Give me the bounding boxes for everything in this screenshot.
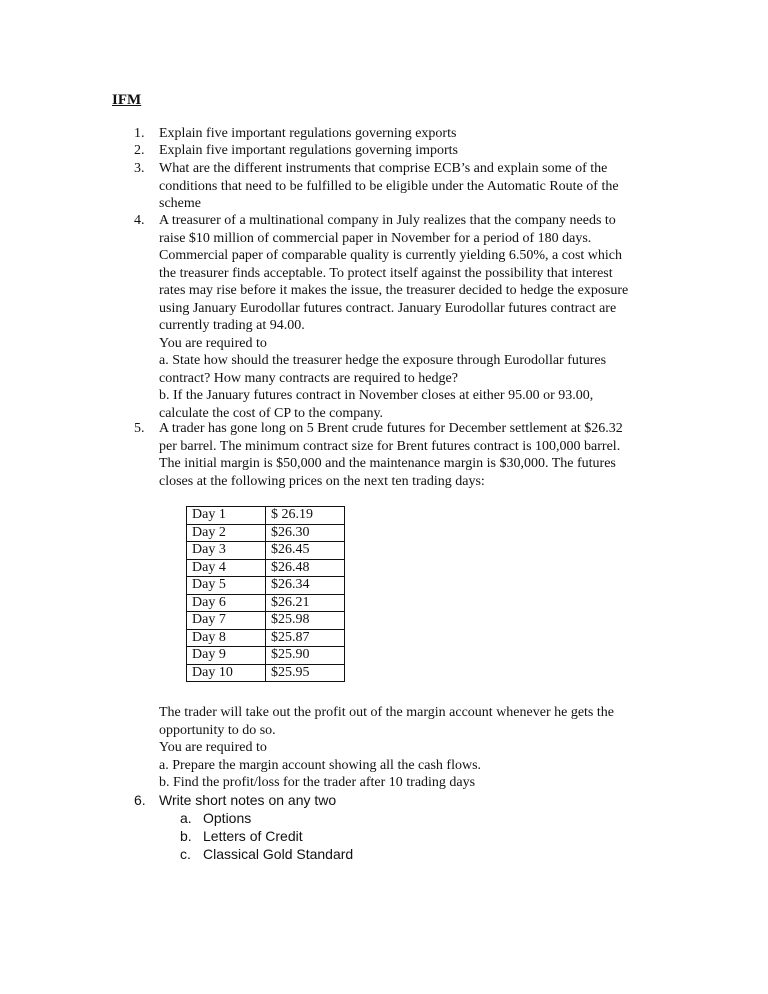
day-cell: Day 10: [187, 664, 266, 682]
price-cell: $26.48: [266, 559, 345, 577]
text-line: currently trading at 94.00.: [159, 318, 305, 333]
text-line: b. Find the profit/loss for the trader after 10 trading days: [159, 775, 476, 790]
table-row: [187, 664, 345, 682]
table-row: [187, 629, 345, 647]
question-number: 3.: [134, 161, 145, 176]
text-line: using January Eurodollar futures contract. January Eurodollar futures contract are: [159, 300, 617, 316]
option-letter: a.: [180, 810, 192, 826]
option-text: Classical Gold Standard: [203, 846, 354, 862]
table-row: [187, 577, 345, 595]
table-row: [187, 594, 345, 612]
question-text: [159, 420, 669, 490]
text-line: per barrel. The minimum contract size for Brent futures contract is 100,000 barrel.: [159, 438, 621, 454]
text-line: Explain five important regulations governing exports: [159, 126, 457, 141]
question-text: [159, 142, 669, 160]
question-text: [159, 125, 669, 143]
day-cell: Day 9: [187, 647, 266, 665]
day-cell: Day 2: [187, 524, 266, 542]
text-line: You are required to: [159, 335, 267, 351]
question-text: [159, 160, 669, 213]
table-row: [187, 542, 345, 560]
text-line: A trader has gone long on 5 Brent crude futures for December settlement at $26.32: [159, 421, 623, 436]
day-cell: Day 3: [187, 542, 266, 560]
question-number: 6.: [134, 792, 146, 808]
text-line: calculate the cost of CP to the company.: [159, 405, 384, 421]
text-line: The initial margin is $50,000 and the maintenance margin is $30,000. The futures: [159, 456, 616, 471]
question-number: 4.: [134, 213, 145, 228]
table-row: [187, 524, 345, 542]
price-cell: $25.90: [266, 647, 345, 665]
price-table: [186, 506, 345, 682]
text-line: Commercial paper of comparable quality is currently yielding 6.50%, a cost which: [159, 248, 623, 263]
option-letter: c.: [180, 846, 191, 862]
text-line: A treasurer of a multinational company in July realizes that the company needs to: [159, 213, 616, 228]
text-line: scheme: [159, 196, 201, 211]
price-cell: $25.87: [266, 629, 345, 647]
text-line: The trader will take out the profit out of the margin account whenever he gets the: [159, 705, 614, 720]
text-line: b. If the January futures contract in November closes at either 95.00 or 93.00,: [159, 388, 594, 403]
price-cell: $25.95: [266, 664, 345, 682]
document-title: IFM: [112, 92, 142, 108]
option-text: Letters of Credit: [203, 828, 303, 844]
text-line: rates may rise before it makes the issue, the treasurer decided to hedge the exposure: [159, 283, 629, 298]
question-number: 5.: [134, 421, 145, 436]
text-line: a. Prepare the margin account showing all the cash flows.: [159, 757, 482, 773]
text-line: conditions that need to be fulfilled to be eligible under the Automatic Route of the: [159, 178, 619, 194]
question-number: 2.: [134, 143, 145, 158]
text-line: the treasurer finds acceptable. To protect itself against the possibility that interest: [159, 265, 613, 281]
text-line: opportunity to do so.: [159, 722, 276, 738]
text-line: a. State how should the treasurer hedge the exposure through Eurodollar futures: [159, 353, 607, 368]
table-row: [187, 507, 345, 525]
question-text: Write short notes on any two: [159, 792, 337, 808]
price-cell: $26.34: [266, 577, 345, 595]
question-number: 1.: [134, 126, 145, 141]
text-line: contract? How many contracts are required to hedge?: [159, 370, 458, 386]
day-cell: Day 5: [187, 577, 266, 595]
text-line: What are the different instruments that comprise ECB’s and explain some of the: [159, 161, 608, 176]
day-cell: Day 4: [187, 559, 266, 577]
text-line: raise $10 million of commercial paper in November for a period of 180 days.: [159, 230, 592, 246]
day-cell: Day 6: [187, 594, 266, 612]
day-cell: Day 7: [187, 612, 266, 630]
table-row: [187, 559, 345, 577]
price-cell: $25.98: [266, 612, 345, 630]
text-line: Explain five important regulations governing imports: [159, 143, 458, 158]
price-cell: $26.45: [266, 542, 345, 560]
text-line: closes at the following prices on the next ten trading days:: [159, 473, 485, 489]
option-letter: b.: [180, 828, 192, 844]
question-text: [159, 212, 669, 422]
day-cell: Day 8: [187, 629, 266, 647]
text-line: You are required to: [159, 740, 267, 755]
price-cell: $26.21: [266, 594, 345, 612]
option-text: Options: [203, 810, 252, 826]
table-row: [187, 647, 345, 665]
question-5-continuation: [159, 704, 669, 792]
day-cell: Day 1: [187, 507, 266, 525]
table-row: [187, 612, 345, 630]
price-cell: $ 26.19: [266, 507, 345, 525]
price-cell: $26.30: [266, 524, 345, 542]
